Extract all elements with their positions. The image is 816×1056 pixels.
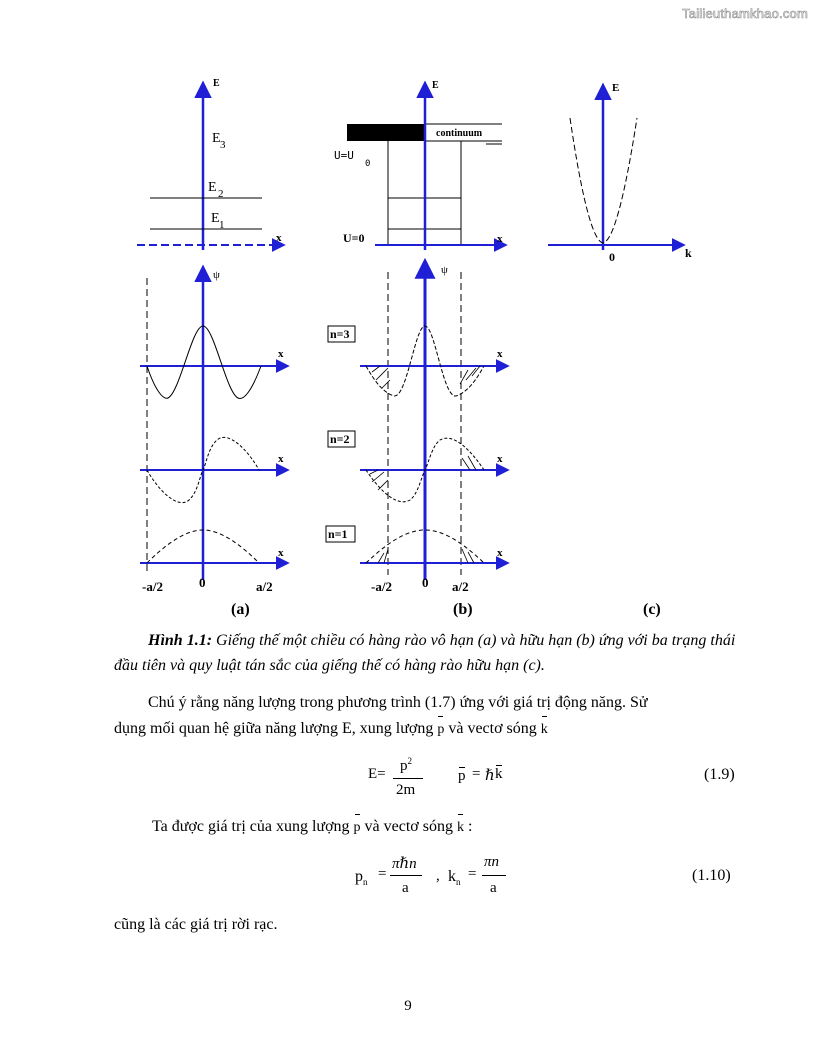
b-u0-label: U=U [334, 149, 354, 162]
caption-label: Hình 1.1: [148, 632, 213, 649]
b-axis-E-label: E [432, 80, 439, 91]
eq110-fraction-bar-1 [390, 875, 422, 876]
a-level-e3-sub: 3 [220, 139, 226, 151]
eq19-rel-k: k [495, 766, 503, 782]
eq19-lhs: E= [368, 766, 386, 782]
eq110-k [448, 868, 461, 887]
page-number: 9 [404, 998, 412, 1014]
b-axis-x-label: x [497, 233, 503, 245]
a-tick-left: -a/2 [142, 579, 163, 594]
c-panel-label: (c) [643, 601, 661, 618]
eq19-fraction-bar [393, 778, 423, 779]
para1-line1: Chú ý rằng năng lượng trong phương trình (1.7) ứng với giá trị động năng. Sử [148, 694, 648, 711]
a-x-label-n2: x [278, 453, 284, 465]
a-level-e3-label: E [212, 131, 221, 146]
eq19-num [400, 756, 412, 775]
eq19-hbar: ℏ [485, 768, 495, 784]
b-n1-label: n=1 [328, 527, 348, 541]
a-tick-zero: 0 [199, 575, 206, 590]
b-tick-right: a/2 [452, 579, 469, 594]
eq110-number: (1.10) [692, 867, 731, 884]
eq110-fraction-bar-2 [482, 875, 506, 876]
eq110-eq2: = [468, 866, 477, 882]
c-axis-E-label: E [612, 82, 620, 94]
eq110-k-sub: n [456, 877, 461, 888]
para1-vector-p: p [437, 717, 444, 743]
para2-vector-p: p [354, 815, 361, 841]
eq19-number: (1.9) [704, 766, 735, 783]
paragraph-2 [152, 814, 472, 841]
eq110-num2: πn [484, 854, 500, 870]
para2-start: Ta được giá trị của xung lượng [152, 818, 350, 835]
eq110-num1: πℏn [392, 856, 417, 872]
a-x-label-n1: x [278, 547, 284, 559]
b-hatch-n2 [370, 456, 476, 490]
caption-text: Giếng thế một chiều có hàng rào vô hạn (a) và hữu hạn (b) ứng với ba trạng thái đầu tiên và quy luật tán sắc của giếng thế có hàng rào hữu hạn (c). [114, 632, 736, 674]
para2-mid: và vectơ sóng [364, 818, 453, 835]
a-level-e2-label: E [208, 180, 217, 195]
paragraph-1 [114, 690, 744, 743]
b-panel-label: (b) [453, 601, 473, 618]
b-n3-label: n=3 [330, 327, 350, 341]
eq19-den: 2m [396, 782, 416, 798]
panel-a-energy [137, 78, 283, 250]
panel-a-wavefunctions [140, 268, 287, 618]
panel-c-dispersion [548, 82, 692, 618]
b-tick-left: -a/2 [371, 579, 392, 594]
a-level-e1-sub: 1 [219, 219, 225, 231]
b-psi-label: ψ [441, 264, 448, 276]
b-u0-sub: 0 [365, 159, 371, 169]
c-origin-label: 0 [609, 250, 615, 264]
b-x-label-n2: x [497, 453, 503, 465]
eq110-den1: a [402, 880, 409, 896]
a-axis-x-label: x [276, 232, 282, 244]
panel-b-wavefunctions [326, 262, 507, 618]
paragraph-3: cũng là các giá trị rời rạc. [114, 916, 278, 933]
a-level-e2-sub: 2 [218, 188, 224, 200]
b-continuum-label: continuum [436, 128, 483, 139]
a-axis-E-label: E [213, 78, 220, 89]
eq110-eq1: = [378, 866, 387, 882]
eq110-p-sub: n [363, 877, 368, 888]
eq110-comma: , [436, 868, 440, 884]
b-u-zero-label: U=0 [343, 231, 365, 245]
para1-line2 [114, 716, 744, 743]
watermark: Tailieuthamkhao.com [682, 6, 808, 21]
c-axis-k-label: k [685, 246, 692, 260]
eq19-rel-p: p [458, 768, 466, 784]
a-tick-right: a/2 [256, 579, 273, 594]
eq19-rel-eq: = [472, 766, 481, 782]
a-panel-label: (a) [231, 601, 250, 618]
eq110-p [355, 868, 368, 887]
b-tick-zero: 0 [422, 575, 429, 590]
eq19-num-p: p [400, 758, 408, 774]
b-x-label-n1: x [497, 547, 503, 559]
eq110-p-main: p [355, 868, 363, 885]
eq19-num-sup: 2 [407, 756, 412, 766]
b-continuum-bar [347, 124, 424, 141]
para2-vector-k: k [457, 815, 464, 841]
a-level-e1-label: E [211, 211, 220, 226]
para2-end: : [467, 818, 473, 835]
figure-caption [114, 628, 744, 678]
b-x-label-n3: x [497, 348, 503, 360]
eq110-k-main: k [448, 868, 456, 885]
a-psi-label: ψ [213, 269, 220, 281]
para1-line2-mid: và vectơ sóng [448, 720, 537, 737]
para1-vector-k: k [541, 717, 548, 743]
eq110-den2: a [490, 880, 497, 896]
a-x-label-n3: x [278, 348, 284, 360]
para1-line2-start: dụng mối quan hệ giữa năng lượng E, xung lượng [114, 720, 434, 737]
panel-b-energy [334, 80, 505, 250]
b-n2-label: n=2 [330, 432, 350, 446]
